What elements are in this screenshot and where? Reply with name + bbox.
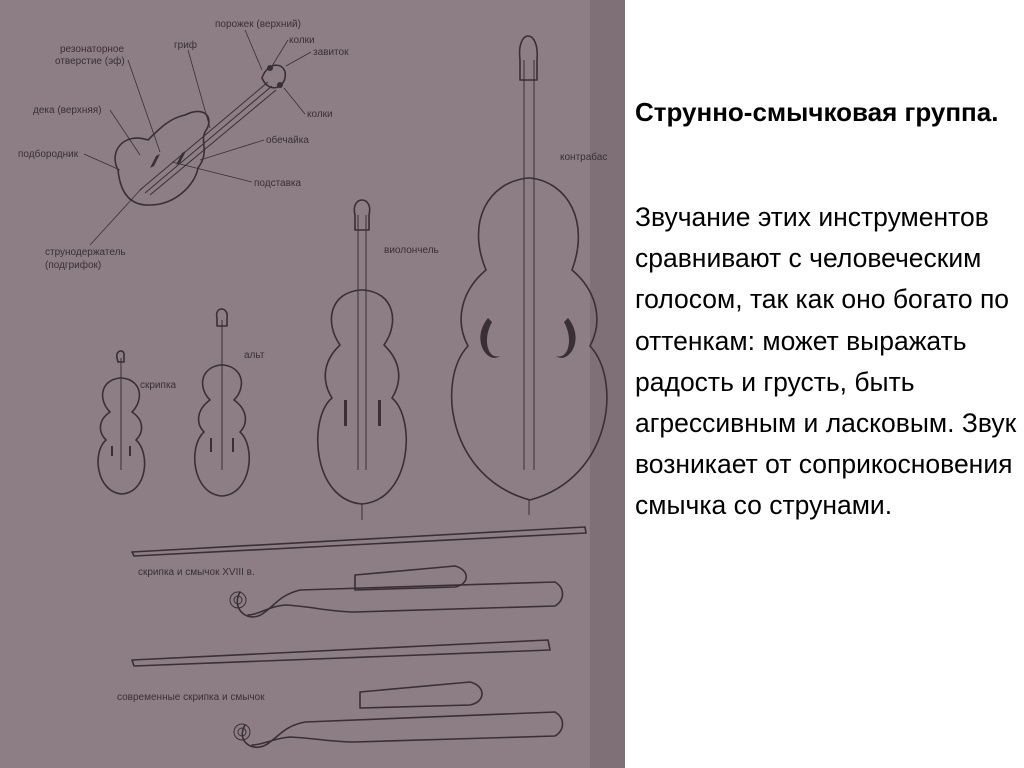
label-top-plate: дека (верхняя) [33, 105, 102, 116]
label-fingerboard: гриф [174, 40, 198, 51]
label-nut: порожек (верхний) [215, 19, 301, 30]
label-violin: скрипка [140, 380, 177, 391]
label-fhole-1: резонаторное [60, 44, 125, 55]
slide-body-text: Звучание этих инструментов сравнивают с человеческим голосом, так как оно богато по оттенкам: может выражать радость и грусть, быть агрессивным и ласковым. Звук возникает от соприкосновения смычка со струнами. [635, 202, 1017, 521]
label-cello: виолончель [384, 245, 439, 256]
label-tailpiece-1: струнодержатель [45, 247, 126, 258]
label-pegs-top: колки [289, 35, 315, 46]
label-viola: альт [244, 350, 265, 361]
label-pegs-side: колки [307, 109, 333, 120]
label-bridge: подставка [254, 178, 302, 189]
label-double-bass: контрабас [560, 152, 608, 163]
label-violin-modern: современные скрипка и смычок [117, 692, 265, 703]
label-chinrest: подбородник [18, 149, 79, 160]
label-fhole-2: отверстие (эф) [55, 56, 125, 67]
text-panel [625, 0, 1024, 768]
label-scroll: завиток [313, 47, 349, 58]
label-ribs: обечайка [266, 135, 309, 146]
slide-title: Струнно-смычковая группа. [635, 97, 999, 127]
label-violin-18c: скрипка и смычок XVIII в. [138, 567, 255, 578]
label-tailpiece-2: (подгрифок) [45, 260, 102, 271]
